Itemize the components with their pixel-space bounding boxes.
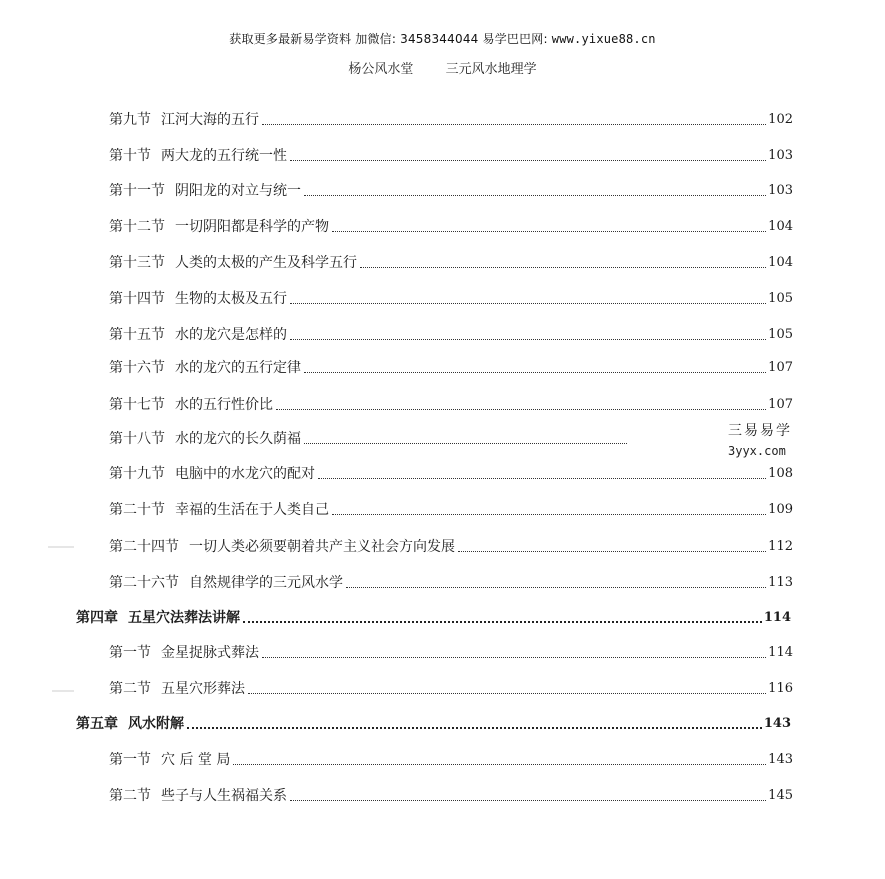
toc-entry-title: 一切人类必须要朝着共产主义社会方向发展 [189, 539, 455, 555]
watermark [728, 420, 798, 458]
toc-entry-number: 第十一节 [109, 183, 165, 199]
toc-entry-title: 两大龙的五行统一性 [161, 148, 287, 164]
toc-entry-page: 104 [768, 219, 793, 234]
promo-url[interactable]: www.yixue88.cn [551, 32, 656, 46]
toc-section-entry[interactable] [109, 537, 793, 557]
toc-entry-page: 107 [768, 360, 793, 375]
dot-leader [233, 764, 766, 765]
toc-entry-title: 穴 后 堂 局 [161, 752, 231, 768]
toc-section-entry[interactable] [109, 786, 793, 806]
toc-section-entry[interactable] [109, 750, 793, 770]
toc-section-entry[interactable] [109, 289, 793, 309]
toc-entry-number: 第五章 [76, 716, 118, 732]
toc-section-entry[interactable] [109, 253, 793, 273]
toc-section-entry[interactable] [109, 358, 793, 378]
scan-smudge [48, 546, 74, 548]
promo-text: 获取更多最新易学资料 加微信: 3458344044 易学巴巴网: [229, 32, 552, 46]
toc-entry-page: 107 [768, 397, 793, 412]
running-head-right: 三元风水地理学 [445, 62, 537, 77]
toc-entry-number: 第十五节 [109, 327, 165, 343]
toc-entry-title: 水的龙穴是怎样的 [175, 327, 287, 343]
toc-entry-title: 生物的太极及五行 [175, 291, 287, 307]
dot-leader [304, 372, 766, 373]
dot-leader [248, 693, 766, 694]
toc-section-entry[interactable] [109, 429, 629, 449]
toc-entry-page: 105 [768, 291, 793, 306]
dot-leader [458, 551, 766, 552]
dot-leader [332, 231, 766, 232]
dot-leader [304, 195, 766, 196]
dot-leader [290, 800, 766, 801]
toc-entry-number: 第二十节 [109, 502, 165, 518]
toc-entry-title: 水的龙穴的长久荫福 [175, 431, 301, 447]
toc-entry-title: 水的龙穴的五行定律 [175, 360, 301, 376]
dot-leader [276, 409, 766, 410]
toc-entry-title: 幸福的生活在于人类自己 [175, 502, 329, 518]
toc-entry-page: 103 [768, 183, 793, 198]
toc-entry-number: 第二十四节 [109, 539, 179, 555]
dot-leader [290, 339, 766, 340]
toc-section-entry[interactable] [109, 325, 793, 345]
toc-entry-title: 自然规律学的三元风水学 [189, 575, 343, 591]
toc-entry-number: 第九节 [109, 112, 151, 128]
toc-entry-title: 风水附解 [128, 716, 184, 732]
toc-entry-page: 113 [768, 575, 793, 590]
toc-entry-title: 五星穴法葬法讲解 [128, 610, 240, 626]
toc-entry-title: 些子与人生祸福关系 [161, 788, 287, 804]
toc-section-entry[interactable] [109, 110, 793, 130]
dot-leader [290, 303, 766, 304]
toc-entry-number: 第一节 [109, 752, 151, 768]
toc-entry-number: 第二节 [109, 681, 151, 697]
toc-section-entry[interactable] [109, 181, 793, 201]
toc-entry-number: 第一节 [109, 645, 151, 661]
dot-leader [318, 478, 766, 479]
toc-section-entry[interactable] [109, 500, 793, 520]
toc-entry-number: 第十八节 [109, 431, 165, 447]
dot-leader [262, 124, 766, 125]
promo-header [0, 30, 885, 47]
toc-entry-number: 第十四节 [109, 291, 165, 307]
dot-leader [346, 587, 766, 588]
dot-leader [360, 267, 766, 268]
toc-entry-page: 104 [768, 255, 793, 270]
toc-section-entry[interactable] [109, 217, 793, 237]
toc-chapter-entry[interactable] [76, 608, 791, 628]
toc-entry-title: 阴阳龙的对立与统一 [175, 183, 301, 199]
toc-entry-title: 五星穴形葬法 [161, 681, 245, 697]
toc-entry-page: 145 [768, 788, 793, 803]
toc-entry-number: 第十七节 [109, 397, 165, 413]
dot-leader [187, 727, 762, 729]
toc-entry-page: 102 [768, 112, 793, 127]
toc-entry-page: 116 [768, 681, 793, 696]
toc-entry-number: 第十二节 [109, 219, 165, 235]
toc-entry-number: 第二十六节 [109, 575, 179, 591]
toc-entry-page: 114 [763, 610, 791, 625]
toc-entry-number: 第十六节 [109, 360, 165, 376]
toc-entry-page: 103 [768, 148, 793, 163]
toc-entry-page: 108 [768, 466, 793, 481]
watermark-url: 3yyx.com [728, 444, 786, 458]
toc-entry-number: 第十三节 [109, 255, 165, 271]
watermark-name: 三易易学 [728, 423, 792, 439]
toc-chapter-entry[interactable] [76, 714, 791, 734]
toc-entry-number: 第十节 [109, 148, 151, 164]
toc-section-entry[interactable] [109, 643, 793, 663]
toc-entry-title: 电脑中的水龙穴的配对 [175, 466, 315, 482]
toc-entry-page: 112 [768, 539, 793, 554]
dot-leader [243, 621, 762, 623]
toc-entry-title: 人类的太极的产生及科学五行 [175, 255, 357, 271]
running-head [0, 58, 885, 77]
toc-entry-number: 第十九节 [109, 466, 165, 482]
toc-entry-page: 105 [768, 327, 793, 342]
toc-section-entry[interactable] [109, 464, 793, 484]
toc-section-entry[interactable] [109, 679, 793, 699]
scan-smudge [52, 690, 74, 692]
toc-entry-number: 第二节 [109, 788, 151, 804]
toc-entry-title: 金星捉脉式葬法 [161, 645, 259, 661]
toc-entry-number: 第四章 [76, 610, 118, 626]
toc-entry-title: 水的五行性价比 [175, 397, 273, 413]
toc-section-entry[interactable] [109, 395, 793, 415]
toc-entry-page: 143 [763, 716, 791, 731]
dot-leader [290, 160, 766, 161]
running-head-left: 杨公风水堂 [348, 62, 414, 77]
toc-entry-page: 114 [768, 645, 793, 660]
toc-entry-page: 109 [768, 502, 793, 517]
dot-leader [262, 657, 766, 658]
toc-entry-title: 一切阴阳都是科学的产物 [175, 219, 329, 235]
toc-section-entry[interactable] [109, 146, 793, 166]
toc-entry-title: 江河大海的五行 [161, 112, 259, 128]
dot-leader [332, 514, 766, 515]
dot-leader [304, 443, 627, 444]
toc-section-entry[interactable] [109, 573, 793, 593]
toc-entry-page: 143 [768, 752, 793, 767]
